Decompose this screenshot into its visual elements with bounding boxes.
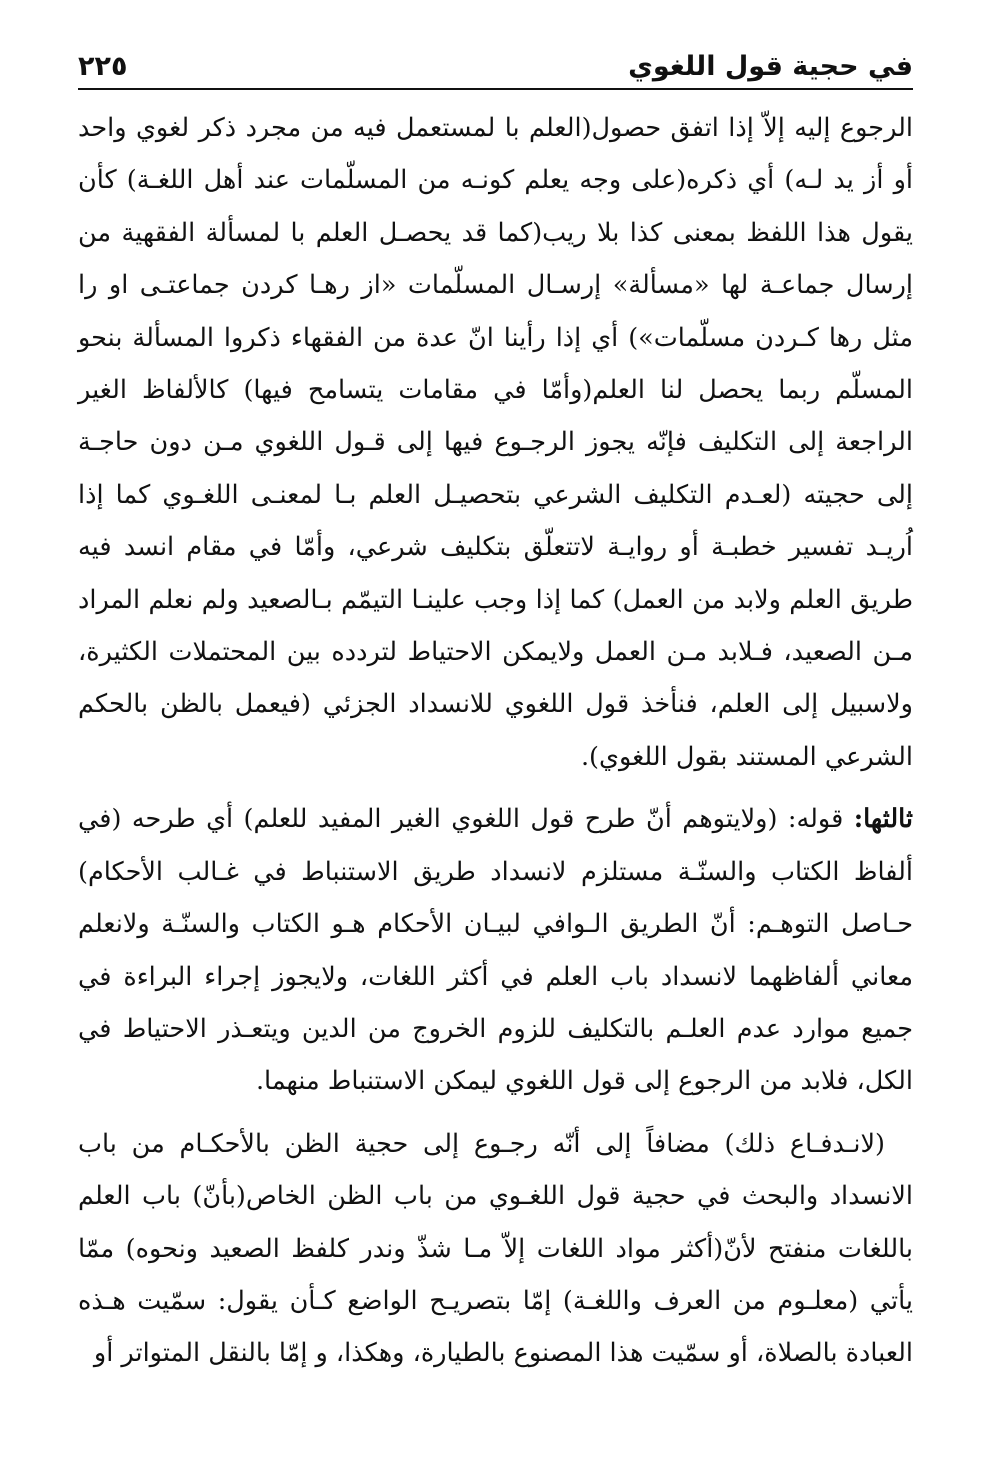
page-number: ٢٢٥ (78, 51, 128, 82)
paragraph-1-text: الرجوع إليه إلاّ إذا اتفق حصول(العلم با لمستعمل فيه من مجرد ذكر لغوي واحد أو أز يد لـه) أي ذكره(على وجه يعلم كونـه من المسلّمات عند أهل اللغـة) كأن يقول هذا اللفظ بمعنى كذا بلا ريب(كما قد يحصـل العلم با لمسألة الفقهية من إرسال جماعـة لها «مسألة» إرسـال المسلّمات «از رهـا كردن جماعتـى او را مثل رها كـردن مسلّمات») أي إذا رأينا انّ عدة من الفقهاء ذكروا المسألة بنحو المسلّم ربما يحصل لنا العلم(وأمّا في مقامات يتسامح فيها) كالألفاظ الغير الراجعة إلى التكليف فإنّه يجوز الرجـوع فيها إلى قـول اللغوي مـن دون حاجـة إلى حجيته (لعـدم التكليف الشرعي بتحصيـل العلم بـا لمعنـى اللغـوي كما إذا اُريـد تفسير خطبـة أو روايـة لاتتعلّق بتكليف شرعي، وأمّا في مقام انسد فيه طريق العلم ولابد من العمل) كما إذا وجب علينـا التيمّم بـالصعيد ولم نعلم المراد مـن الصعيد، فـلابد مـن العمل ولايمكن الاحتياط لتردده بين المحتملات الكثيرة، ولاسبيل إلى العلم، فنأخذ قول اللغوي للانسداد الجزئي (فيعمل بالظن بالحكم الشرعي المستند بقول اللغوي). (78, 113, 913, 772)
page-body (78, 102, 913, 1380)
paragraph-2-lead: ثالثها: (853, 804, 913, 835)
paragraph-3-text: (لانـدفـاع ذلك) مضافاً إلى أنّه رجـوع إلى حجية الظن بالأحكـام من باب الانسداد والبحث في حجية قول اللغـوي من باب الظن الخاص(بأنّ) باب العلم باللغات منفتح لأنّ(أكثر مواد اللغات إلاّ مـا شذّ وندر كلفظ الصعيد ونحوه) ممّا يأتي (معلـوم من العرف واللغـة) إمّا بتصريـح الواضع كـأن يقول: سمّيت هـذه العبادة بالصلاة، أو سمّيت هذا المصنوع بالطيارة، وهكذا، و إمّا بالنقل المتواتر أو (78, 1128, 913, 1369)
header-rule (78, 88, 913, 90)
book-page (78, 30, 913, 1440)
paragraph-1 (78, 102, 913, 783)
paragraph-2-text: قوله: (ولايتوهم أنّ طرح قول اللغوي الغير المفيد للعلم) أي طرحه (في ألفاظ الكتاب والسنّـة مستلزم لانسداد طريق الاستنباط في غـالب الأحكام) حـاصل التوهـم: أنّ الطريق الـوافي لبيـان الأحكام هـو الكتاب والسنّـة ولانعلم معاني ألفاظهما لانسداد باب العلم في أكثر اللغات، ولايجوز إجراء البراءة في جميع موارد عدم العلـم بالتكليف للزوم الخروج من الدين ويتعـذر الاحتياط في الكل، فلابد من الرجوع إلى قول اللغوي ليمكن الاستنباط منهما. (78, 804, 913, 1097)
running-header (78, 30, 913, 84)
paragraph-3 (78, 1118, 913, 1380)
chapter-title: في حجية قول اللغوي (628, 51, 913, 82)
paragraph-2 (78, 793, 913, 1107)
